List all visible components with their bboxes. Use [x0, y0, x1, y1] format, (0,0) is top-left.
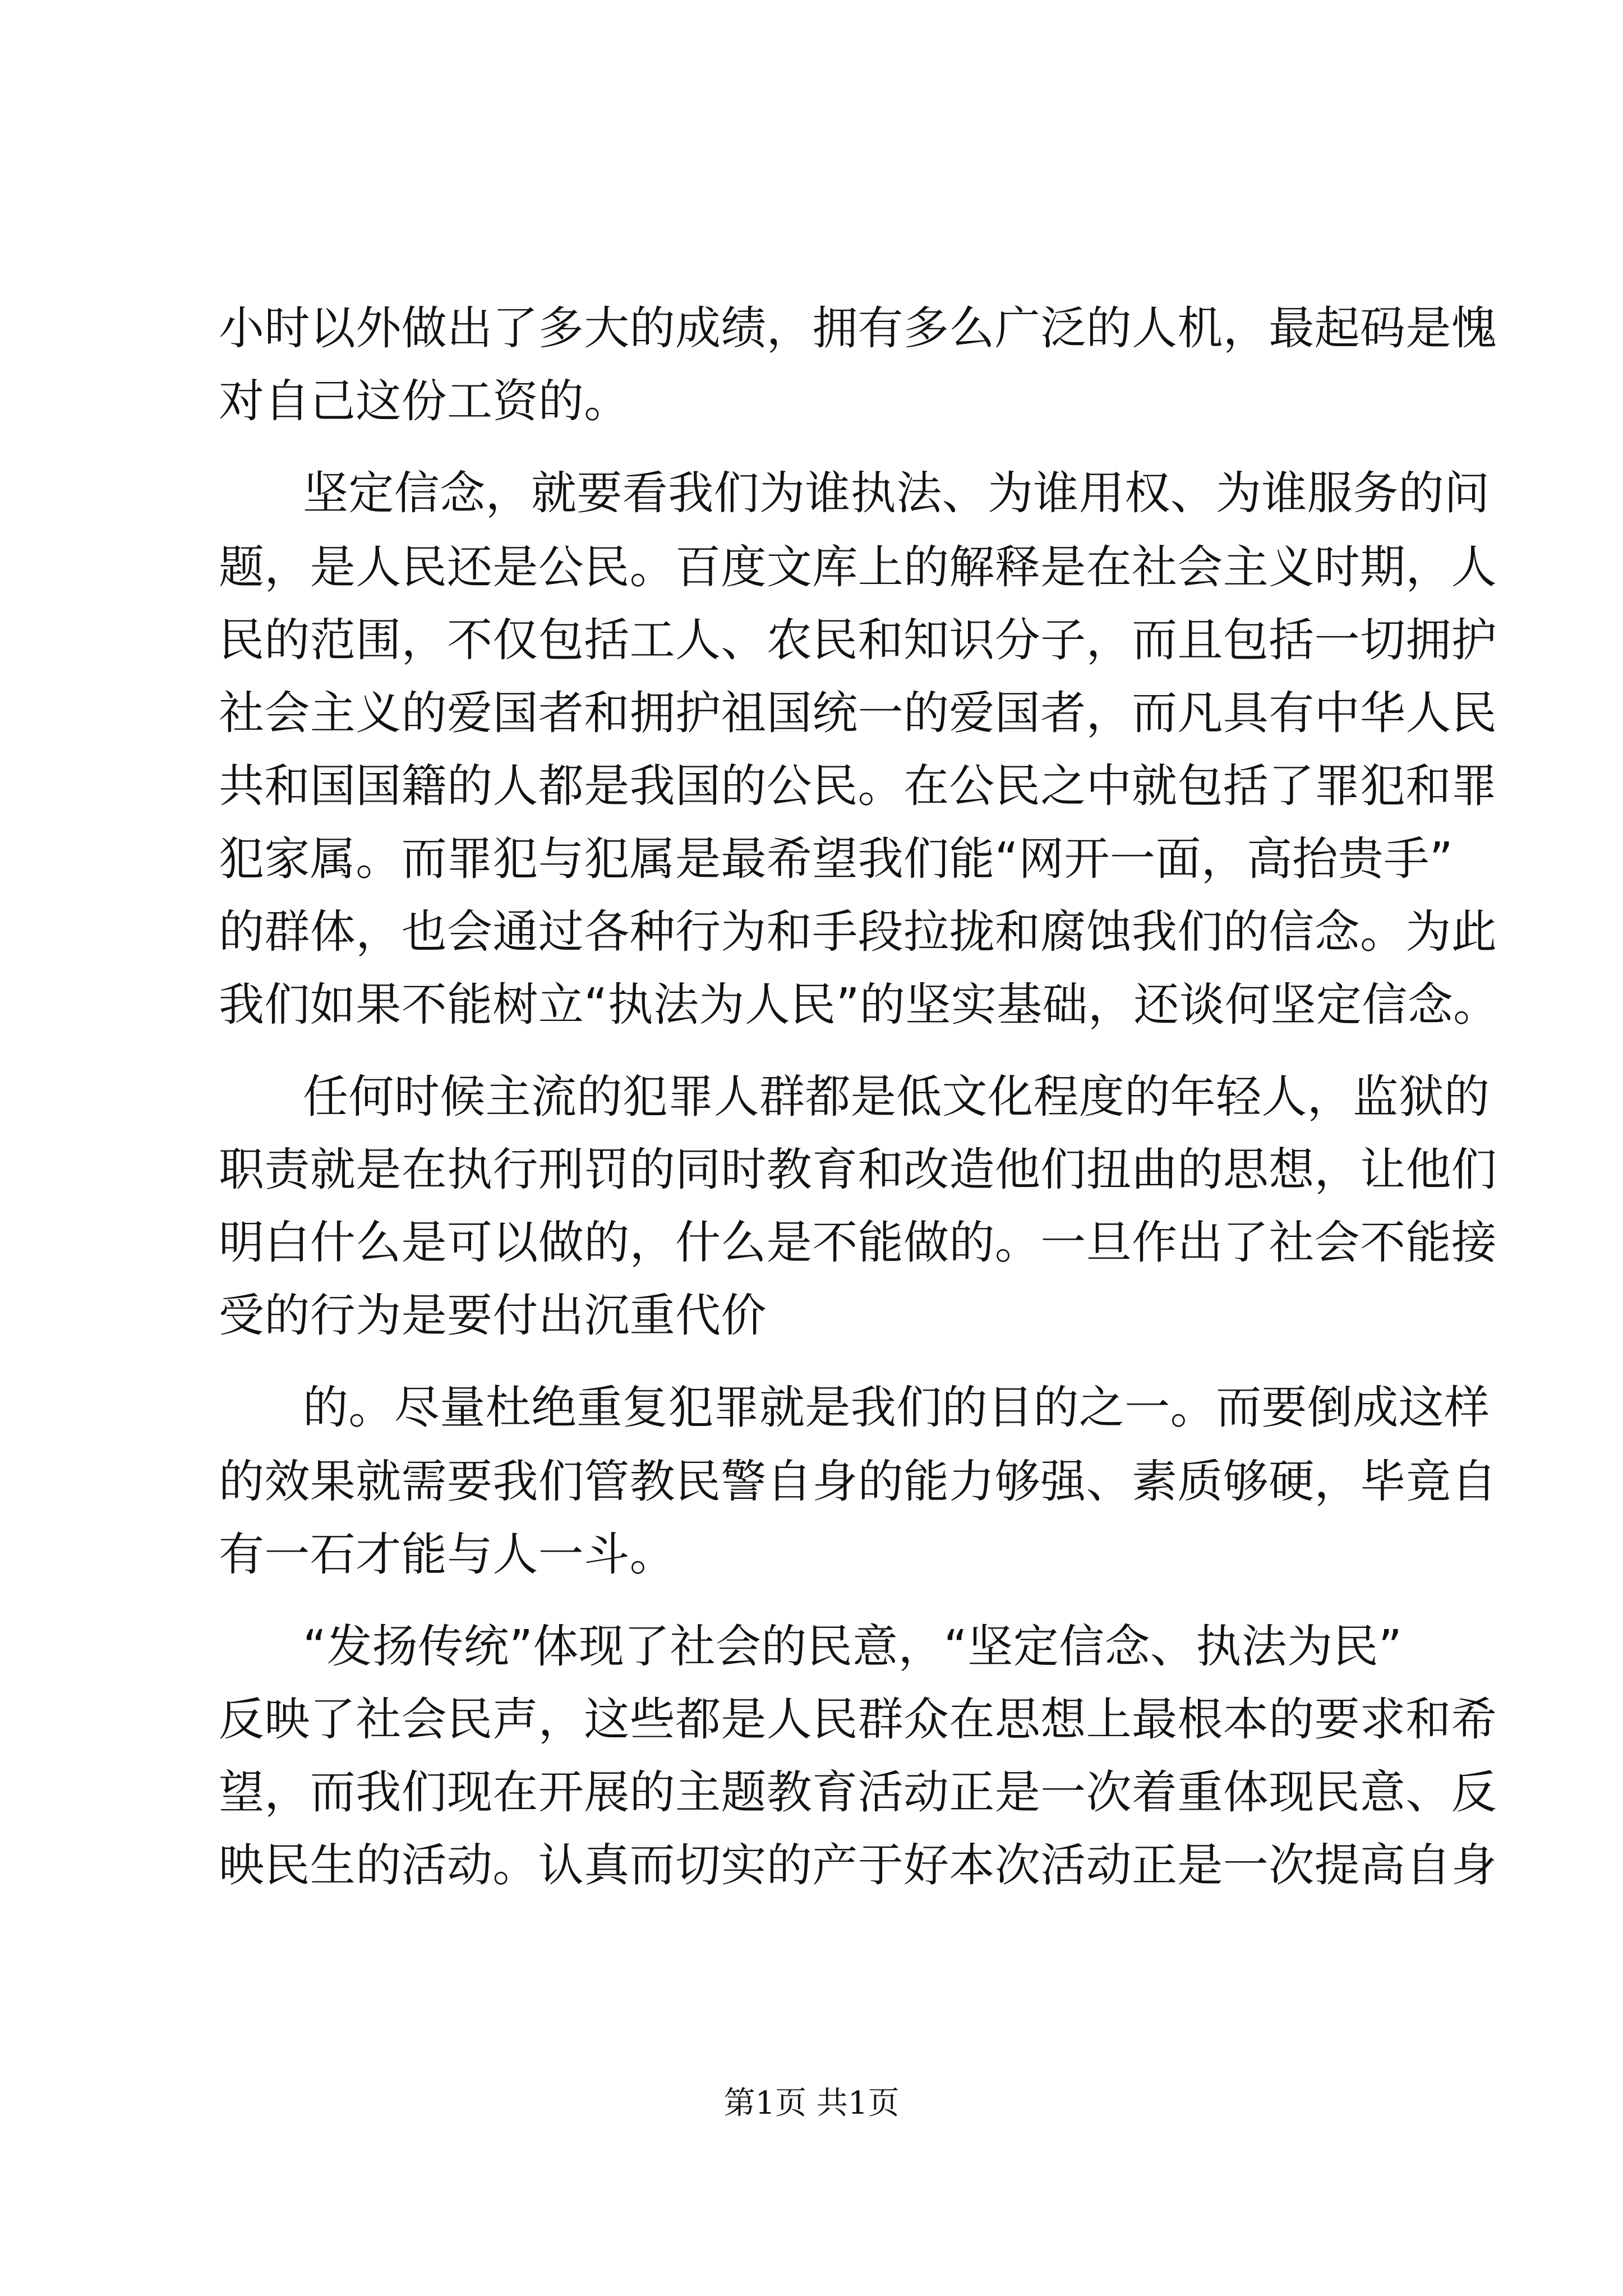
body-line-20: 望，而我们现在开展的主题教育活动正是一次着重体现民意、反: [219, 1766, 1497, 1819]
body-line-17: 有一石才能与人一斗。: [219, 1529, 676, 1581]
body-line-4: 题，是人民还是公民。百度文库上的解释是在社会主义时期，人: [219, 541, 1497, 594]
body-line-11: 任何时候主流的犯罪人群都是低文化程度的年轻人，监狱的: [303, 1071, 1490, 1124]
page-number-footer: 第1页 共1页: [723, 2085, 900, 2122]
body-line-14: 受的行为是要付出沉重代价: [219, 1290, 767, 1342]
body-line-1: 小时以外做出了多大的成绩，拥有多么广泛的人机，最起码是愧: [219, 302, 1497, 355]
body-line-12: 职责就是在执行刑罚的同时教育和改造他们扭曲的思想，让他们: [219, 1144, 1497, 1197]
body-line-21: 映民生的活动。认真而切实的产于好本次活动正是一次提高自身: [219, 1839, 1497, 1892]
body-line-19: 反映了社会民声，这些都是人民群众在思想上最根本的要求和希: [219, 1694, 1497, 1746]
body-line-3: 坚定信念，就要看我们为谁执法、为谁用权、为谁服务的问: [303, 467, 1490, 520]
body-line-15: 的。尽量杜绝重复犯罪就是我们的目的之一。而要倒成这样: [303, 1382, 1490, 1434]
body-line-10: 我们如果不能树立“执法为人民”的坚实基础，还谈何坚定信念。: [219, 979, 1499, 1032]
body-line-6: 社会主义的爱国者和拥护祖国统一的爱国者，而凡具有中华人民: [219, 687, 1497, 740]
body-line-13: 明白什么是可以做的，什么是不能做的。一旦作出了社会不能接: [219, 1217, 1497, 1269]
body-line-5: 民的范围，不仅包括工人、农民和知识分子，而且包括一切拥护: [219, 614, 1497, 667]
body-line-2: 对自己这份工资的。: [219, 375, 630, 428]
body-line-9: 的群体，也会通过各种行为和手段拉拢和腐蚀我们的信念。为此: [219, 906, 1497, 959]
body-line-7: 共和国国籍的人都是我国的公民。在公民之中就包括了罪犯和罪: [219, 760, 1497, 813]
body-line-8: 犯家属。而罪犯与犯属是最希望我们能“网开一面，高抬贵手”: [219, 833, 1454, 886]
body-line-16: 的效果就需要我们管教民警自身的能力够强、素质够硬，毕竟自: [219, 1456, 1497, 1508]
body-line-18: “发扬传统”体现了社会的民意，“坚定信念、执法为民”: [303, 1621, 1403, 1673]
